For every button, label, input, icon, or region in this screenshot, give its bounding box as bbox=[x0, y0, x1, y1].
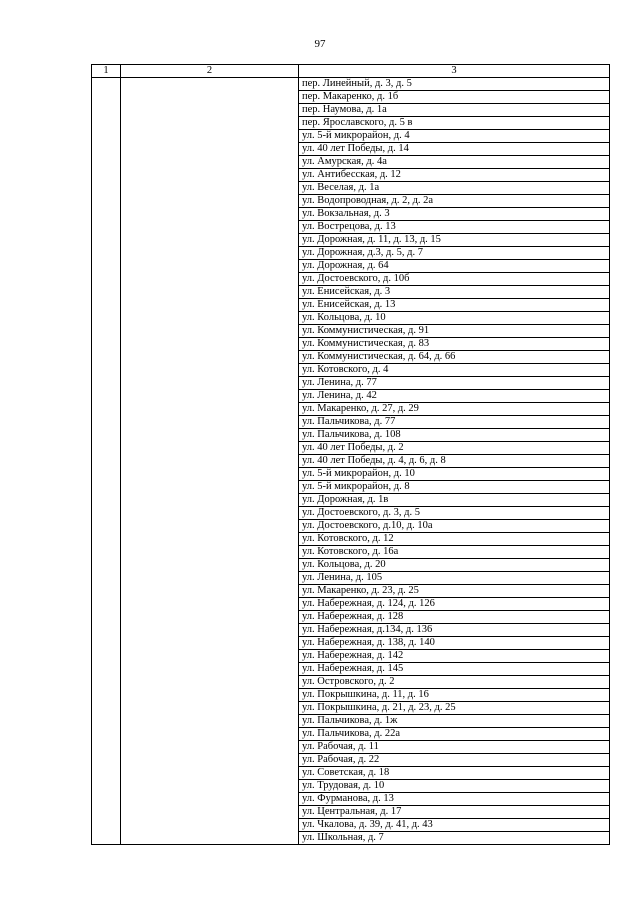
column-header-3: 3 bbox=[299, 65, 610, 78]
column-header-1: 1 bbox=[92, 65, 121, 78]
address-cell: ул. Макаренко, д. 27, д. 29 bbox=[299, 403, 610, 416]
address-cell: ул. Покрышкина, д. 21, д. 23, д. 25 bbox=[299, 702, 610, 715]
address-cell: ул. Котовского, д. 16а bbox=[299, 546, 610, 559]
address-cell: пер. Линейный, д. 3, д. 5 bbox=[299, 78, 610, 91]
address-cell: ул. Дорожная, д. 64 bbox=[299, 260, 610, 273]
address-cell: ул. Советская, д. 18 bbox=[299, 767, 610, 780]
address-cell: ул. Набережная, д. 142 bbox=[299, 650, 610, 663]
address-cell: пер. Макаренко, д. 1б bbox=[299, 91, 610, 104]
address-cell: ул. 40 лет Победы, д. 14 bbox=[299, 143, 610, 156]
address-cell: ул. Вострецова, д. 13 bbox=[299, 221, 610, 234]
address-cell: пер. Ярославского, д. 5 в bbox=[299, 117, 610, 130]
address-cell: ул. Рабочая, д. 11 bbox=[299, 741, 610, 754]
address-cell: ул. Ленина, д. 42 bbox=[299, 390, 610, 403]
address-cell: ул. Дорожная, д. 11, д. 13, д. 15 bbox=[299, 234, 610, 247]
address-cell: ул. Набережная, д. 128 bbox=[299, 611, 610, 624]
address-cell: ул. Макаренко, д. 23, д. 25 bbox=[299, 585, 610, 598]
address-cell: ул. Набережная, д. 138, д. 140 bbox=[299, 637, 610, 650]
address-cell: ул. Набережная, д. 124, д. 126 bbox=[299, 598, 610, 611]
address-cell: ул. Веселая, д. 1а bbox=[299, 182, 610, 195]
table-header-row bbox=[92, 65, 610, 78]
address-cell: ул. Рабочая, д. 22 bbox=[299, 754, 610, 767]
address-cell: ул. 5-й микрорайон, д. 10 bbox=[299, 468, 610, 481]
address-cell: ул. Дорожная, д.3, д. 5, д. 7 bbox=[299, 247, 610, 260]
table-row bbox=[92, 78, 610, 91]
address-cell: ул. Водопроводная, д. 2, д. 2а bbox=[299, 195, 610, 208]
address-cell: ул. Котовского, д. 4 bbox=[299, 364, 610, 377]
address-cell: ул. Достоевского, д. 3, д. 5 bbox=[299, 507, 610, 520]
address-cell: ул. Коммунистическая, д. 83 bbox=[299, 338, 610, 351]
address-cell: ул. 5-й микрорайон, д. 4 bbox=[299, 130, 610, 143]
address-cell: ул. Чкалова, д. 39, д. 41, д. 43 bbox=[299, 819, 610, 832]
page-number: 97 bbox=[314, 38, 326, 50]
address-cell: ул. 40 лет Победы, д. 4, д. 6, д. 8 bbox=[299, 455, 610, 468]
address-cell: ул. Школьная, д. 7 bbox=[299, 832, 610, 845]
address-cell: ул. Пальчикова, д. 77 bbox=[299, 416, 610, 429]
address-cell: ул. Енисейская, д. 13 bbox=[299, 299, 610, 312]
address-cell: ул. Коммунистическая, д. 91 bbox=[299, 325, 610, 338]
address-cell: ул. Амурская, д. 4а bbox=[299, 156, 610, 169]
address-cell: ул. Пальчикова, д. 108 bbox=[299, 429, 610, 442]
address-cell: ул. Достоевского, д.10, д. 10а bbox=[299, 520, 610, 533]
address-cell: ул. 40 лет Победы, д. 2 bbox=[299, 442, 610, 455]
address-cell: ул. Енисейская, д. 3 bbox=[299, 286, 610, 299]
address-cell: пер. Наумова, д. 1а bbox=[299, 104, 610, 117]
address-cell: ул. Достоевского, д. 10б bbox=[299, 273, 610, 286]
address-cell: ул. Дорожная, д. 1в bbox=[299, 494, 610, 507]
address-cell: ул. Коммунистическая, д. 64, д. 66 bbox=[299, 351, 610, 364]
column-header-2: 2 bbox=[121, 65, 299, 78]
column-2-cell bbox=[121, 78, 299, 845]
address-cell: ул. Кольцова, д. 10 bbox=[299, 312, 610, 325]
address-cell: ул. Трудовая, д. 10 bbox=[299, 780, 610, 793]
address-cell: ул. Набережная, д.134, д. 136 bbox=[299, 624, 610, 637]
address-cell: ул. Фурманова, д. 13 bbox=[299, 793, 610, 806]
address-cell: ул. Островского, д. 2 bbox=[299, 676, 610, 689]
address-cell: ул. Центральная, д. 17 bbox=[299, 806, 610, 819]
address-cell: ул. Антибесская, д. 12 bbox=[299, 169, 610, 182]
address-table bbox=[91, 64, 610, 845]
address-cell: ул. Котовского, д. 12 bbox=[299, 533, 610, 546]
address-cell: ул. Вокзальная, д. 3 bbox=[299, 208, 610, 221]
address-cell: ул. Ленина, д. 105 bbox=[299, 572, 610, 585]
address-cell: ул. Кольцова, д. 20 bbox=[299, 559, 610, 572]
address-cell: ул. Ленина, д. 77 bbox=[299, 377, 610, 390]
address-cell: ул. Пальчикова, д. 1ж bbox=[299, 715, 610, 728]
address-cell: ул. Покрышкина, д. 11, д. 16 bbox=[299, 689, 610, 702]
column-1-cell bbox=[92, 78, 121, 845]
address-cell: ул. 5-й микрорайон, д. 8 bbox=[299, 481, 610, 494]
address-cell: ул. Пальчикова, д. 22а bbox=[299, 728, 610, 741]
address-cell: ул. Набережная, д. 145 bbox=[299, 663, 610, 676]
